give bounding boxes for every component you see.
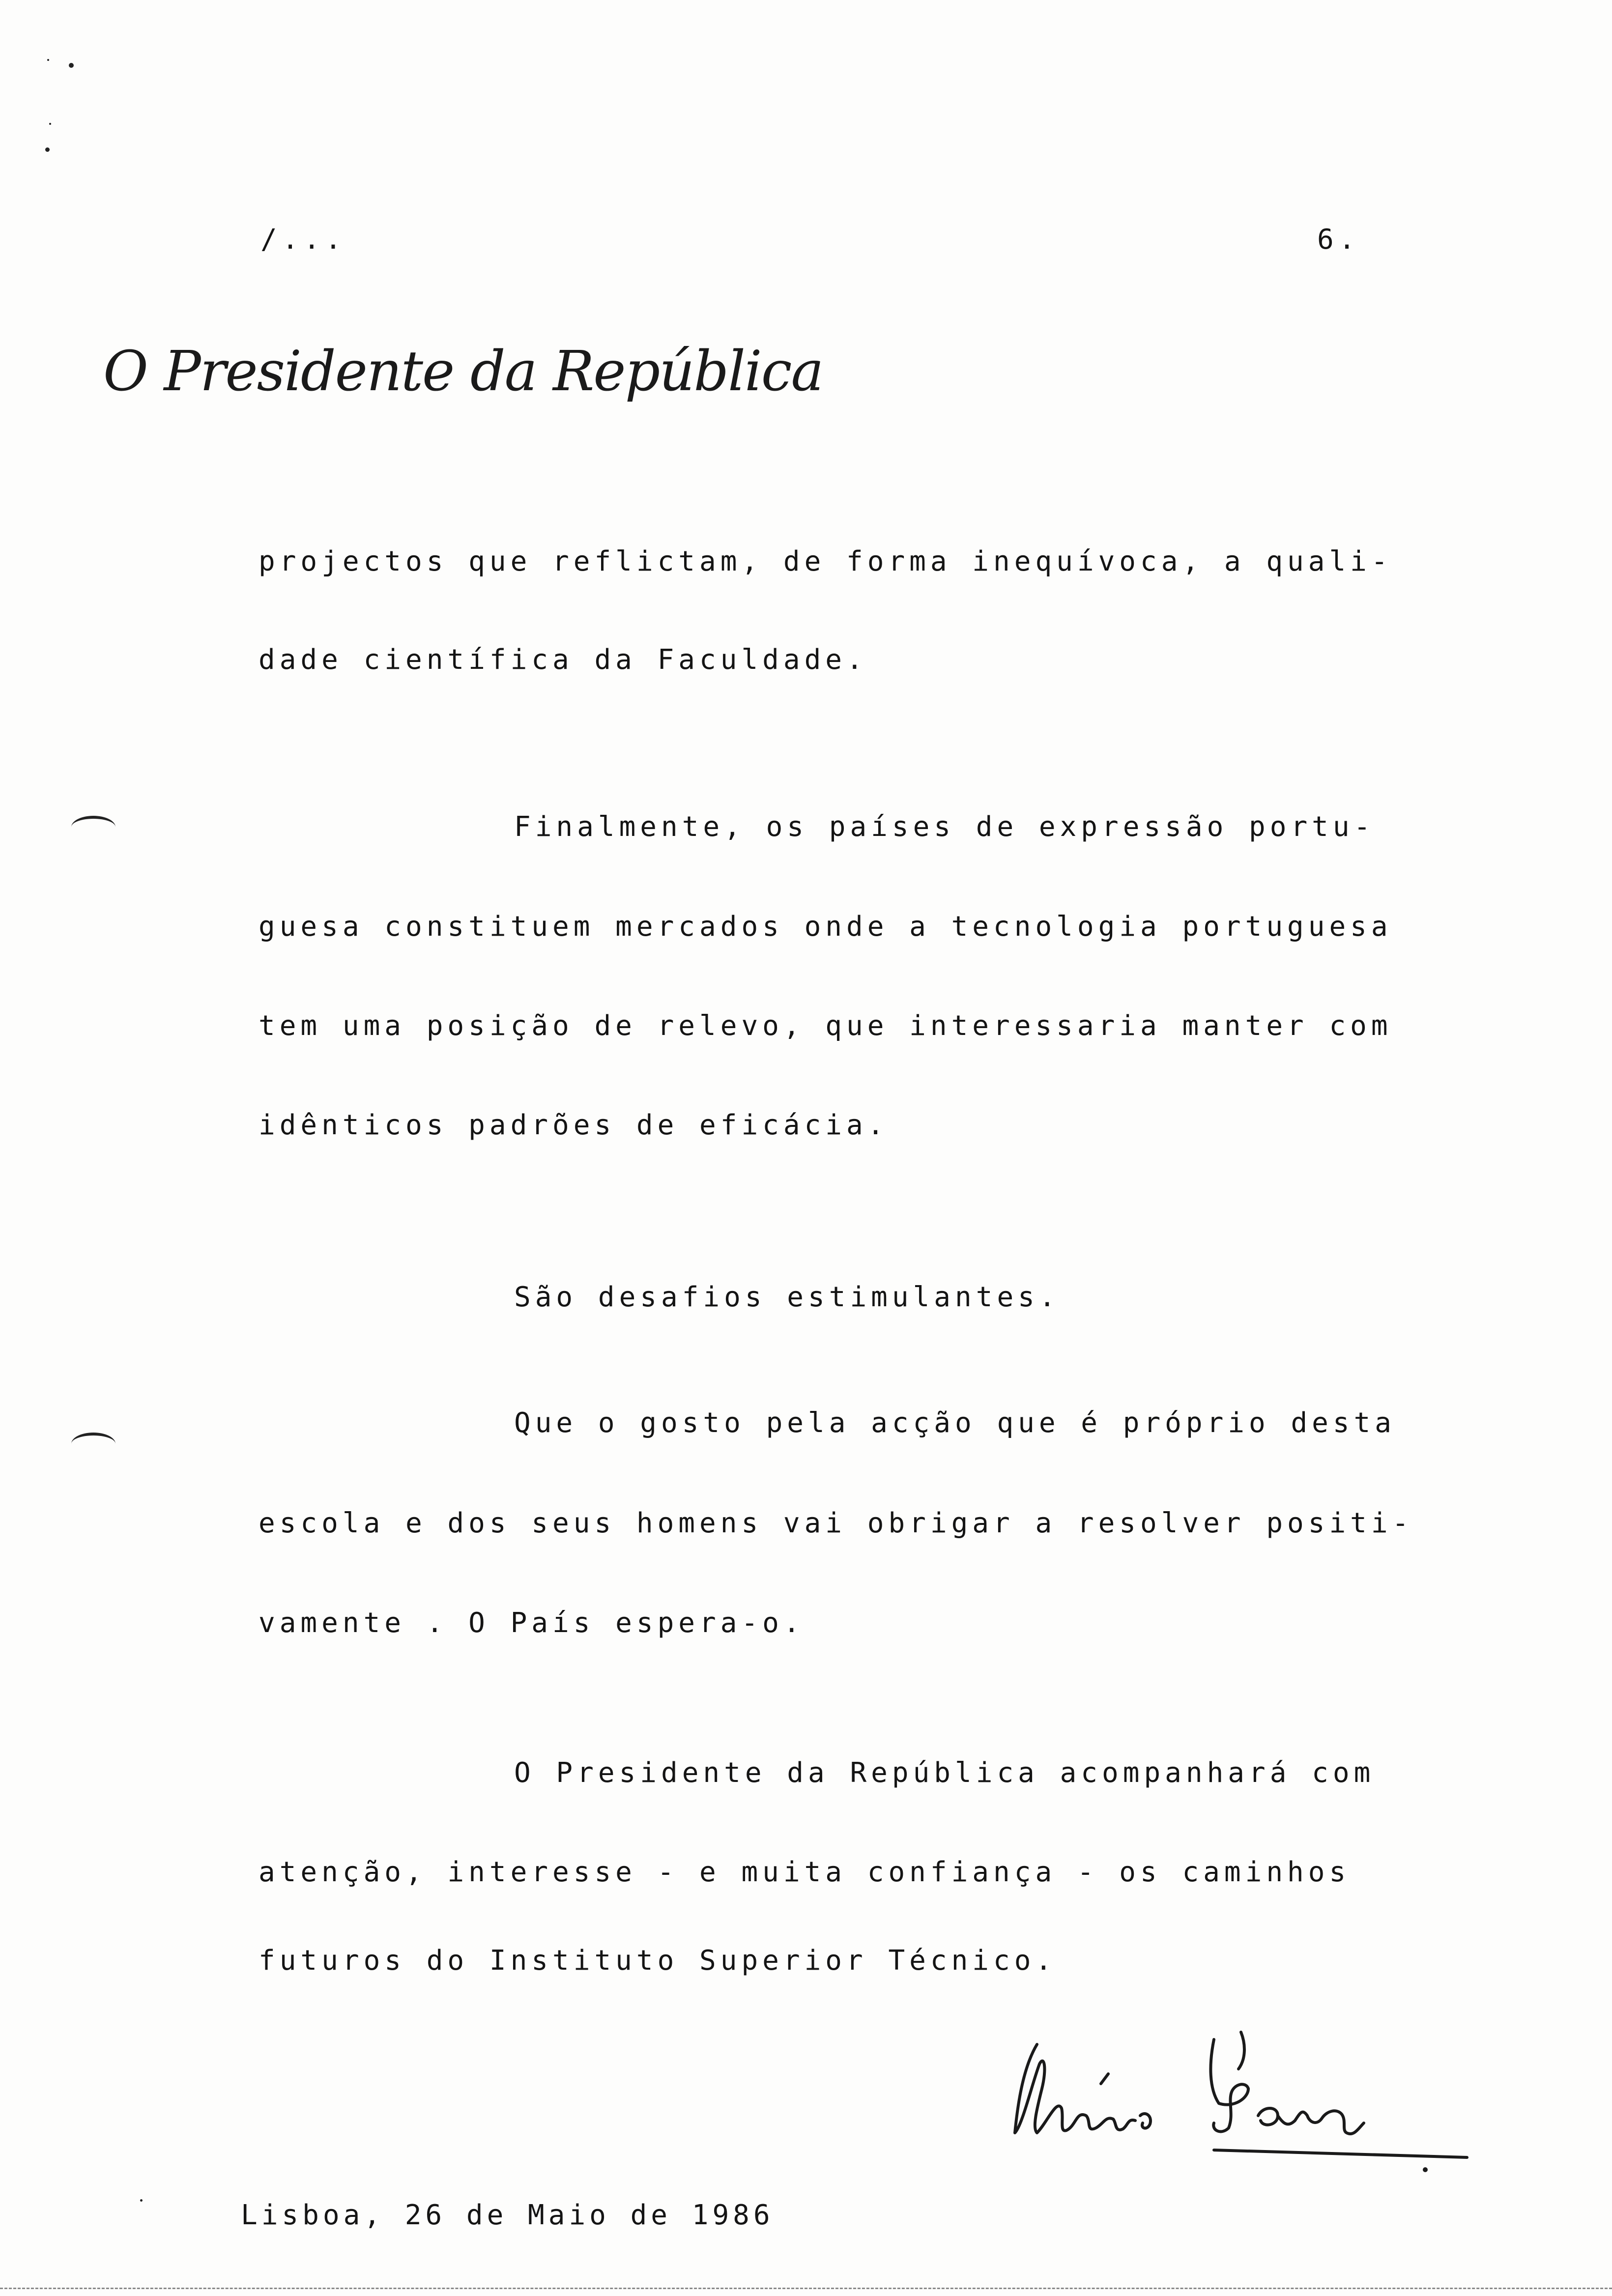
scan-speck [47, 59, 49, 61]
page-edge-rule [0, 2288, 1612, 2291]
place-date: Lisboa, 26 de Maio de 1986 [241, 2199, 774, 2231]
body-line: O Presidente da República acompanhará com [514, 1757, 1375, 1789]
letterhead-title: O Presidente da República [103, 340, 823, 403]
body-line: Finalmente, os países de expressão portu- [514, 811, 1375, 843]
handwritten-signature [1003, 2010, 1474, 2172]
body-line: atenção, interesse - e muita confiança - os caminhos [259, 1856, 1351, 1888]
body-line: tem uma posição de relevo, que interessaria manter com [259, 1010, 1392, 1042]
body-line: São desafios estimulantes. [514, 1281, 1060, 1313]
body-line: vamente . O País espera-o. [259, 1607, 805, 1639]
punch-mark [71, 1433, 115, 1455]
scan-speck [140, 2199, 143, 2202]
body-line: dade científica da Faculdade. [259, 644, 867, 676]
scan-speck [49, 123, 51, 125]
body-line: idênticos padrões de eficácia. [259, 1109, 889, 1141]
continuation-marker: /... [260, 224, 346, 256]
scan-speck [69, 63, 74, 68]
body-line: futuros do Instituto Superior Técnico. [259, 1945, 1057, 1977]
page-number: 6. [1317, 224, 1360, 256]
punch-mark [71, 816, 115, 838]
body-line: guesa constituem mercados onde a tecnologia portuguesa [259, 911, 1392, 943]
scan-speck [45, 147, 50, 152]
body-line: escola e dos seus homens vai obrigar a resolver positi- [259, 1507, 1413, 1539]
body-line: projectos que reflictam, de forma inequívoca, a quali- [259, 545, 1392, 577]
body-line: Que o gosto pela acção que é próprio desta [514, 1407, 1396, 1439]
